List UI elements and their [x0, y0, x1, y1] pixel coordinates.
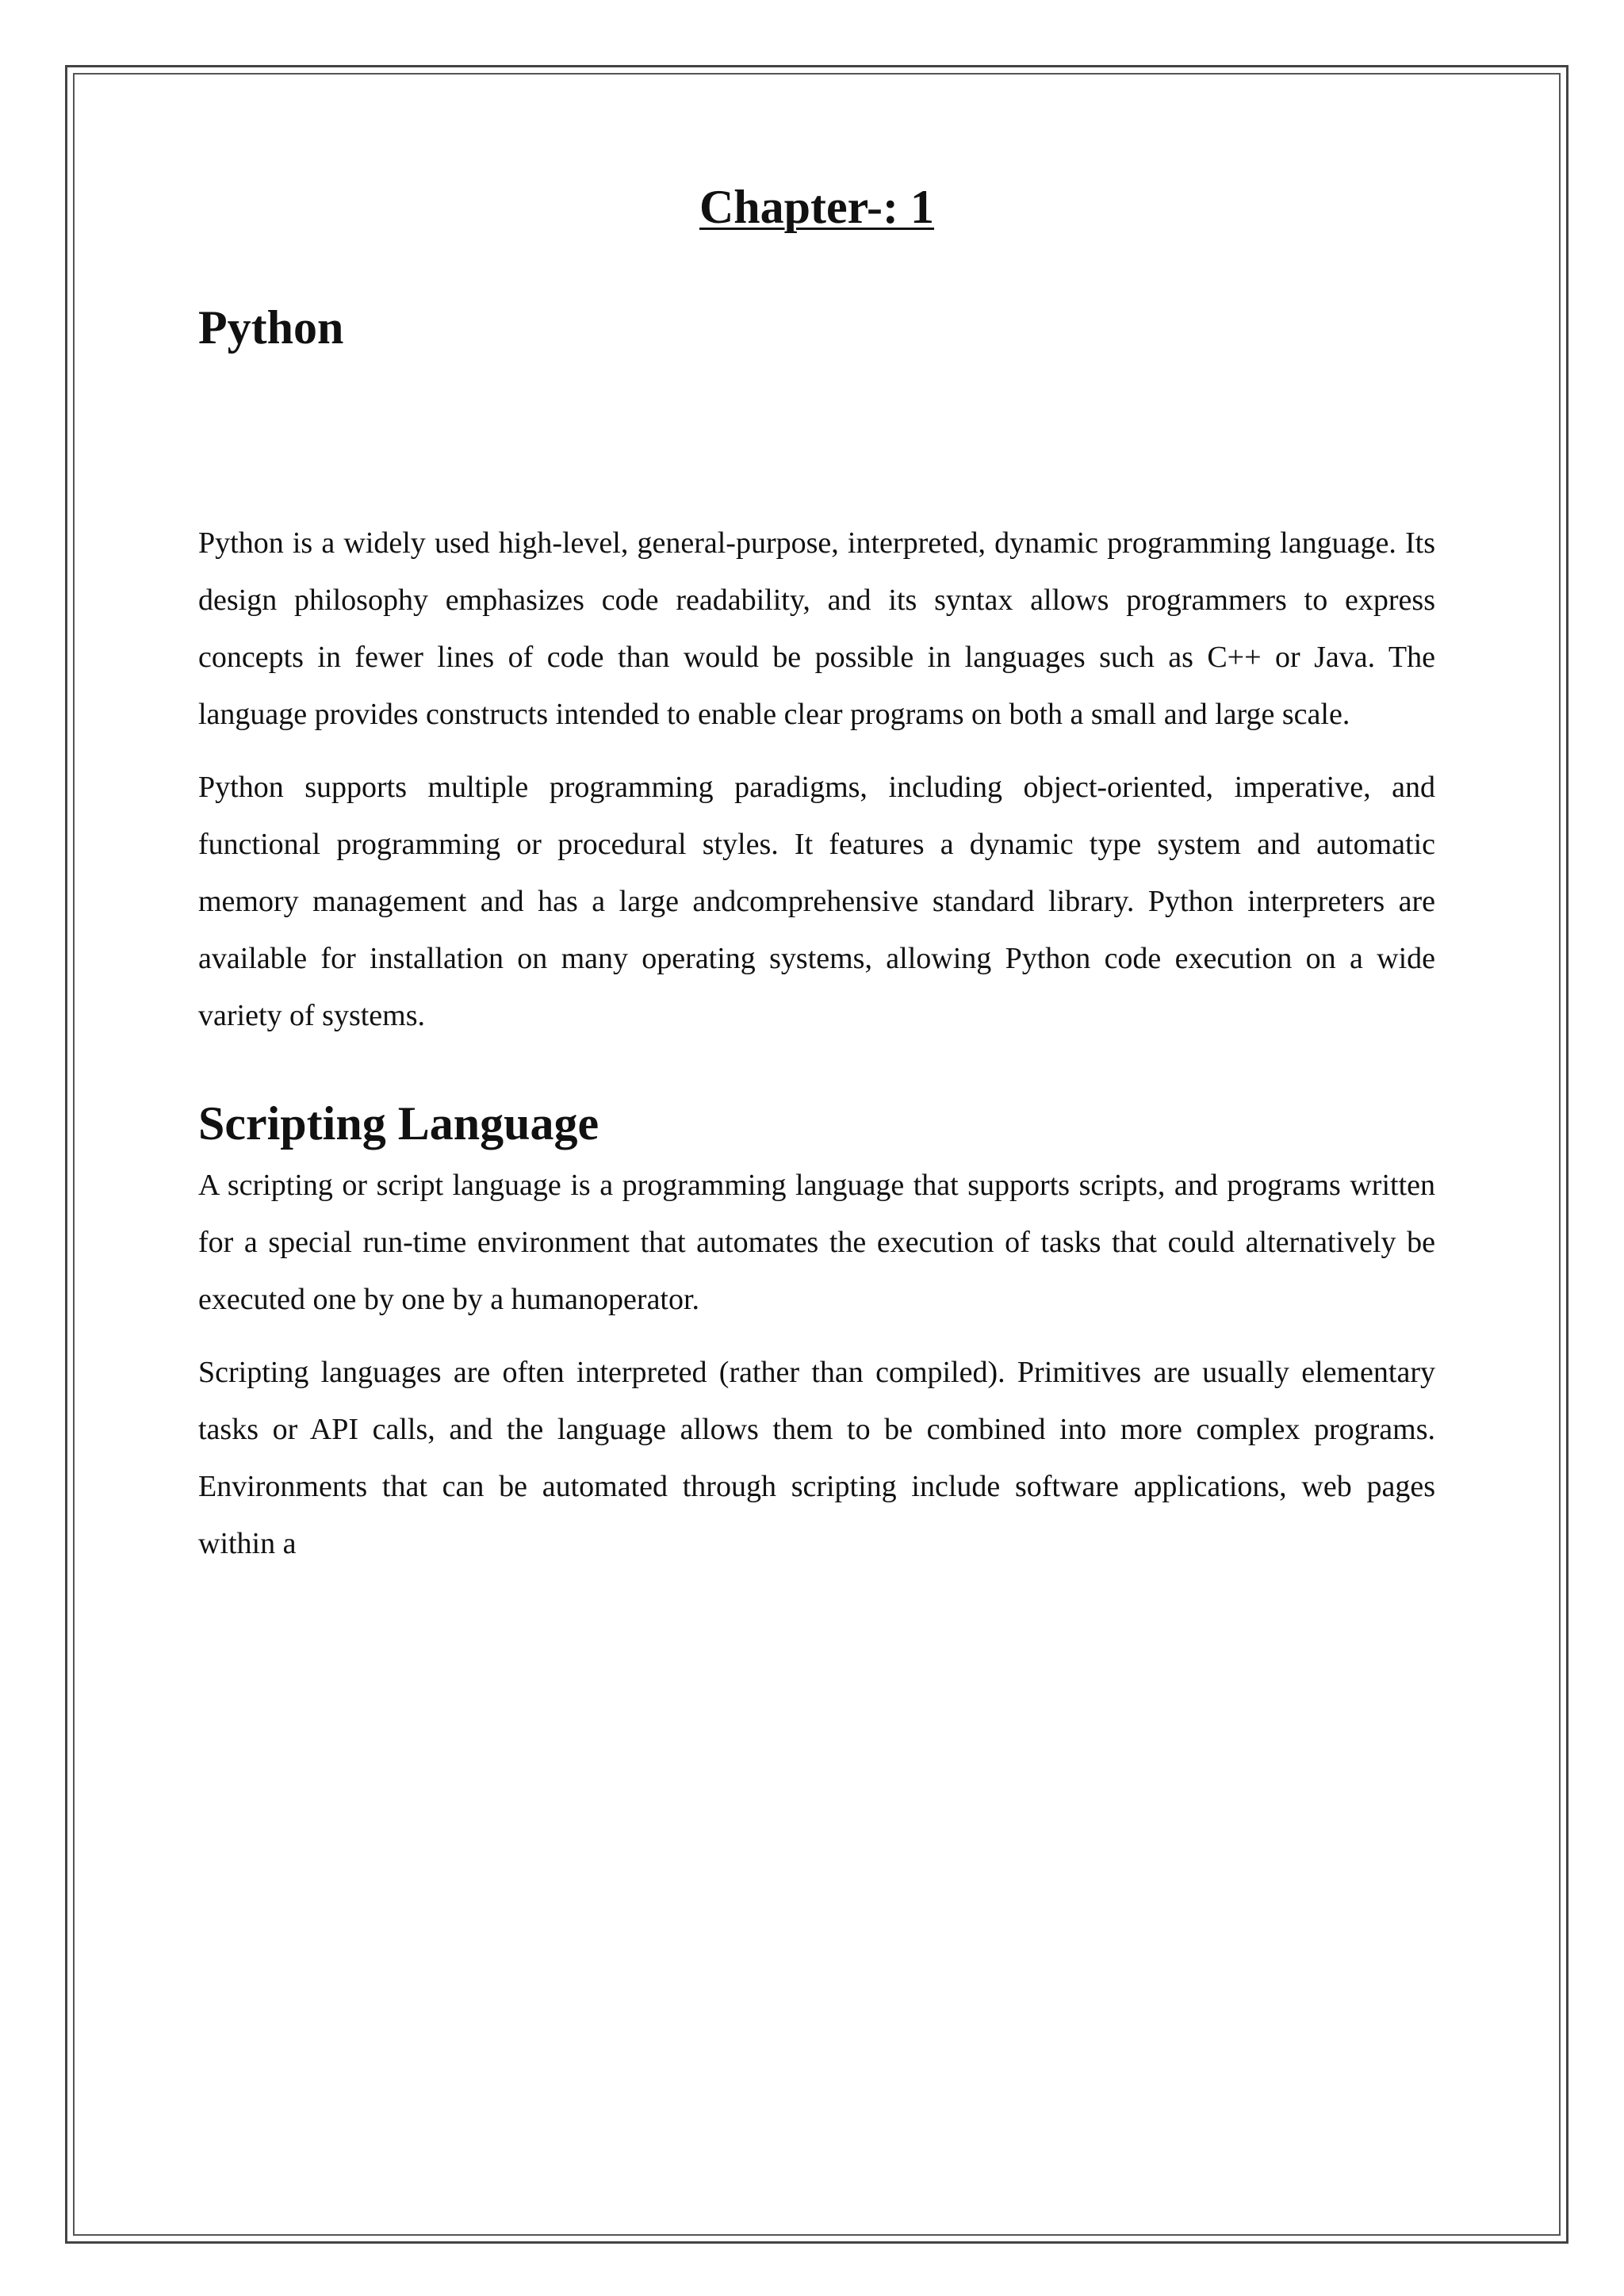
- chapter-title: Chapter-: 1: [699, 181, 935, 233]
- section-heading-scripting-language: Scripting Language: [198, 1097, 599, 1150]
- section-heading-python: Python: [198, 301, 344, 354]
- scripting-paragraph-2: Scripting languages are often interpreted (rather than compiled). Primitives are usually elementary tasks or API calls, and the language allows them to be combined into more complex programs. Environments that can be automated through scripting include software applications, web pages within a: [198, 1356, 1435, 1560]
- python-paragraph-1: Python is a widely used high-level, general-purpose, interpreted, dynamic programming language. Its design philosophy emphasizes code readability, and its syntax allows programmers to express concepts in fewer lines of code than would be possible in languages such as C++ or Java. The language provides constructs intended to enable clear programs on both a small and large scale.: [198, 526, 1435, 731]
- document-content: [198, 178, 1435, 1572]
- python-paragraph-2: Python supports multiple programming paradigms, including object-oriented, imperative, and functional programming or procedural styles. It features a dynamic type system and automatic memory management and has a large andcomprehensive standard library. Python interpreters are available for installation on many operating systems, allowing Python code execution on a wide variety of systems.: [198, 771, 1435, 1032]
- scripting-paragraph-1: A scripting or script language is a programming language that supports scripts, and programs written for a special run-time environment that automates the execution of tasks that could alternatively be executed one by one by a humanoperator.: [198, 1169, 1435, 1316]
